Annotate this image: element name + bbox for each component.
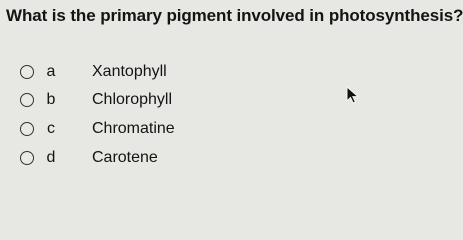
option-letter: b — [46, 91, 56, 108]
option-text: Carotene — [92, 149, 158, 166]
option-a[interactable] — [20, 60, 350, 84]
question-text: What is the primary pigment involved in photosynthesis? — [6, 6, 463, 25]
radio-button-icon[interactable] — [20, 122, 34, 136]
radio-button-icon[interactable] — [20, 65, 34, 79]
radio-button-icon[interactable] — [20, 151, 34, 165]
radio-button-icon[interactable] — [20, 93, 34, 107]
option-letter: d — [46, 149, 56, 166]
option-text: Xantophyll — [92, 63, 167, 80]
mouse-pointer-icon — [346, 86, 360, 104]
option-c[interactable] — [20, 117, 350, 141]
option-b[interactable] — [20, 88, 350, 112]
option-text: Chromatine — [92, 120, 175, 137]
option-letter: c — [47, 120, 55, 137]
option-d[interactable] — [20, 146, 350, 170]
option-letter: a — [46, 63, 56, 80]
option-text: Chlorophyll — [92, 91, 173, 108]
